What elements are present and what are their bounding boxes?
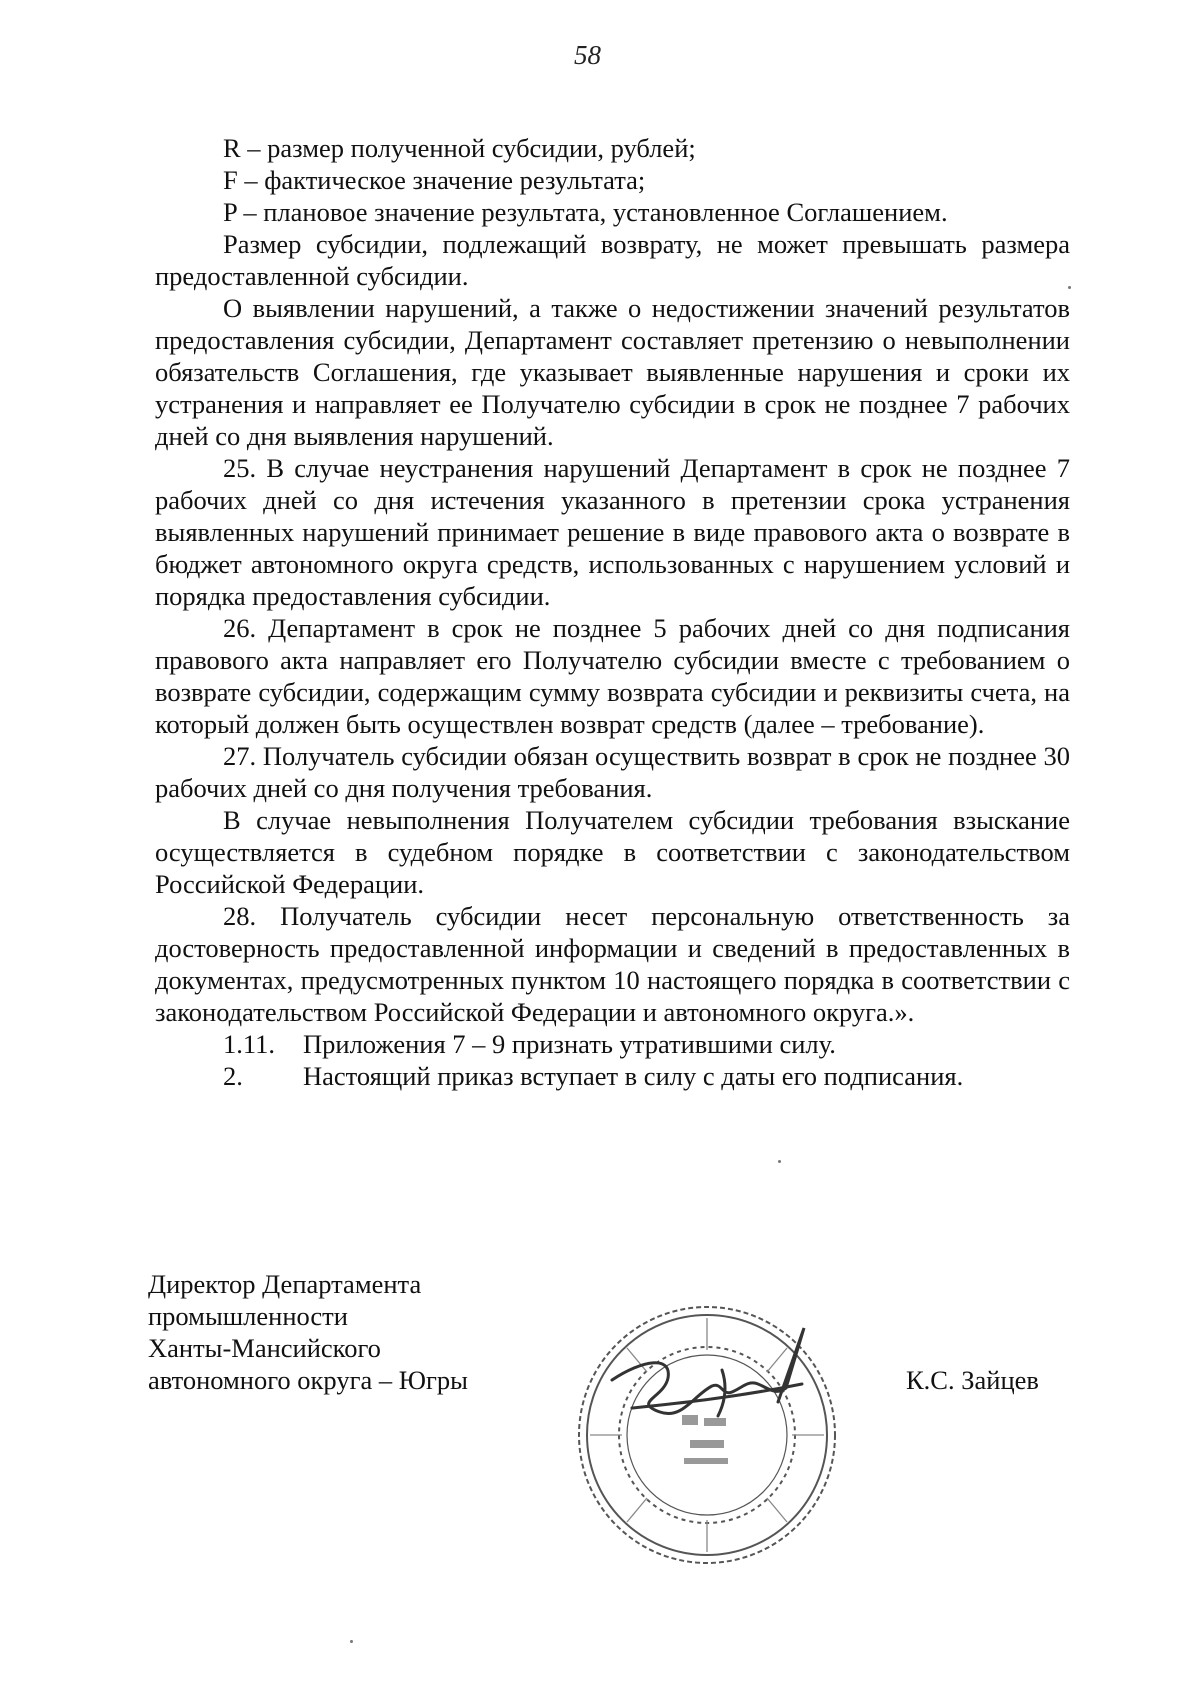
scan-artifact <box>778 1160 781 1163</box>
handwritten-signature-icon <box>612 1328 804 1416</box>
position-line: автономного округа – Югры <box>148 1365 468 1395</box>
item-text: Приложения 7 – 9 признать утратившими силу. <box>303 1029 836 1059</box>
paragraph-27: 27. Получатель субсидии обязан осуществить возврат в срок не позднее 30 рабочих дней со дня получения требования. <box>155 741 1070 803</box>
paragraph-court: В случае невыполнения Получателем субсидии требования взыскание осуществляется в судебном порядке в соответствии с законодательством Российской Федерации. <box>155 805 1070 899</box>
definition-f: F – фактическое значение результата; <box>223 165 646 195</box>
paragraph-violations: О выявлении нарушений, а также о недостижении значений результатов предоставления субсидии, Департамент составляет претензию о невыполнении обязательств Соглашения, где указывает выявленные нарушения и сроки их устранения и направляет ее Получателю субсидии в срок не позднее 7 рабочих дней со дня выявления нарушений. <box>155 293 1070 451</box>
item-text: Настоящий приказ вступает в силу с даты его подписания. <box>303 1061 964 1091</box>
round-seal-icon <box>572 1300 842 1570</box>
paragraph-25: 25. В случае неустранения нарушений Департамент в срок не позднее 7 рабочих дней со дня истечения указанного в претензии срока устранения выявленных нарушений принимает решение в виде правового акта о возврате в бюджет автономного округа средств, использованных с нарушением условий и порядка предоставления субсидии. <box>155 453 1070 611</box>
definition-r: R – размер полученной субсидии, рублей; <box>223 133 696 163</box>
item-number: 2. <box>223 1061 243 1091</box>
position-line: Ханты-Мансийского <box>148 1333 381 1363</box>
signer-name: К.С. Зайцев <box>906 1365 1039 1395</box>
paragraph-subsidy-limit: Размер субсидии, подлежащий возврату, не может превышать размера предоставленной субсидии. <box>155 229 1070 291</box>
scan-artifact <box>350 1640 353 1643</box>
numbered-item-2 <box>155 1060 1070 1092</box>
definition-p: P – плановое значение результата, установленное Соглашением. <box>223 197 948 227</box>
paragraph-26: 26. Департамент в срок не позднее 5 рабочих дней со дня подписания правового акта направляет его Получателю субсидии вместе с требованием о возврате субсидии, содержащим сумму возврата субсидии и реквизиты счета, на который должен быть осуществлен возврат средств (далее – требование). <box>155 613 1070 739</box>
paragraph-28: 28. Получатель субсидии несет персональную ответственность за достоверность предоставленной информации и сведений в предоставленных в документах, предусмотренных пунктом 10 настоящего порядка в соответствии с законодательством Российской Федерации и автономного округа.». <box>155 901 1070 1027</box>
position-line: промышленности <box>148 1301 348 1331</box>
page-number: 58 <box>574 40 601 70</box>
signer-position <box>148 1268 468 1396</box>
position-line: Директор Департамента <box>148 1269 422 1299</box>
item-number: 1.11. <box>223 1029 276 1059</box>
scan-artifact <box>1068 286 1071 289</box>
body-text <box>155 132 1070 1092</box>
numbered-item-1-11 <box>155 1028 1070 1060</box>
